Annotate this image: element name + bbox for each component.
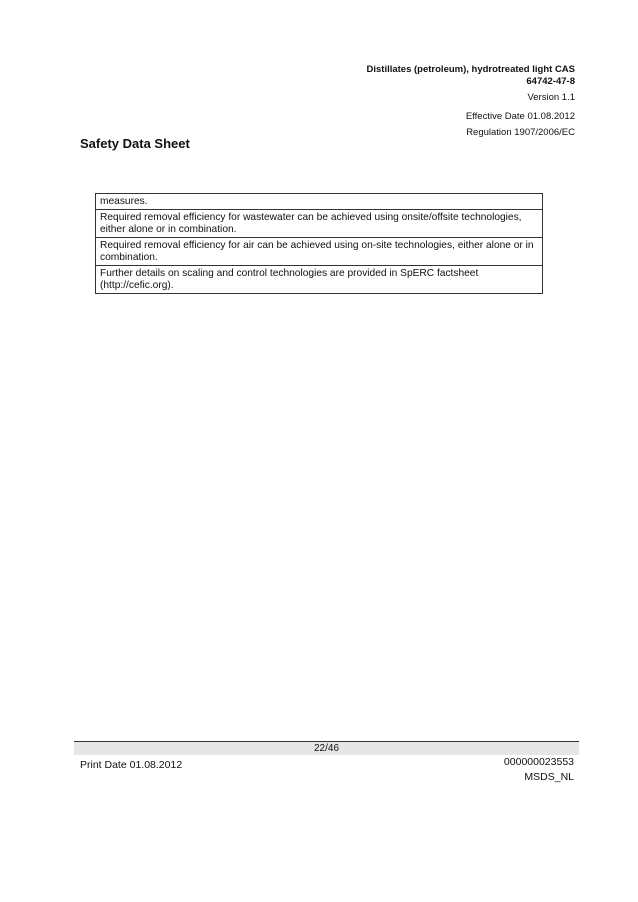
effective-date: Effective Date 01.08.2012 [465, 111, 575, 122]
table-cell: measures. [96, 194, 543, 210]
page-title: Safety Data Sheet [80, 136, 190, 151]
product-title-line2: 64742-47-8 [526, 76, 575, 87]
table-row [96, 194, 543, 210]
footer-bar [74, 741, 579, 755]
version-label: Version 1.1 [527, 92, 575, 103]
table-cell: Required removal efficiency for wastewater can be achieved using onsite/offsite technologies, either alone or in combination. [96, 210, 543, 238]
page-number: 22/46 [313, 743, 340, 754]
table-cell: Further details on scaling and control technologies are provided in SpERC factsheet (http://cefic.org). [96, 266, 543, 294]
document-header [255, 64, 575, 139]
measures-table [95, 193, 543, 294]
table-row [96, 266, 543, 294]
table-cell: Required removal efficiency for air can be achieved using on-site technologies, either alone or in combination. [96, 238, 543, 266]
document-codes [504, 755, 574, 785]
regulation-label: Regulation 1907/2006/EC [466, 127, 575, 138]
print-date: Print Date 01.08.2012 [80, 759, 183, 771]
table-row [96, 210, 543, 238]
table-row [96, 238, 543, 266]
document-code: MSDS_NL [524, 771, 574, 783]
document-number: 000000023553 [503, 756, 574, 768]
product-title-line1: Distillates (petroleum), hydrotreated light CAS [366, 64, 575, 75]
